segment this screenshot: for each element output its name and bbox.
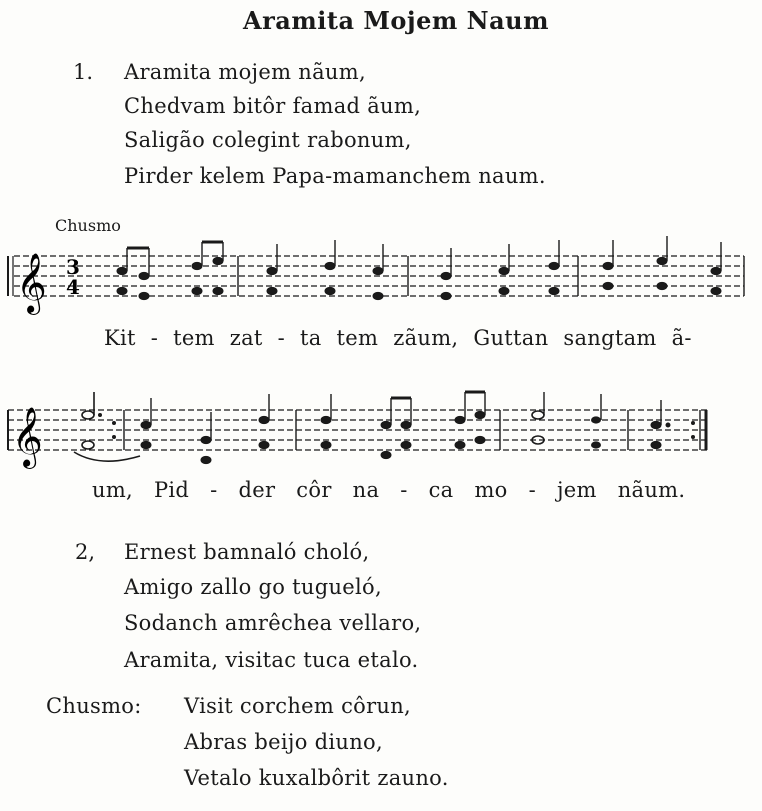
measure-9-notes bbox=[651, 400, 670, 449]
measure-6-notes bbox=[141, 394, 269, 464]
music-staff-1 bbox=[0, 236, 762, 316]
song-title: Aramita Mojem Naum bbox=[243, 6, 549, 35]
treble-clef-icon: 𝄞 bbox=[16, 253, 47, 313]
chorus-label: Chusmo bbox=[55, 216, 121, 235]
verse-2-line-2: Amigo zallo go tugueló, bbox=[124, 575, 382, 599]
music-staff-2 bbox=[0, 390, 762, 480]
chorus-2-line-3: Vetalo kuxalbôrit zauno. bbox=[184, 766, 449, 790]
staff-2-lyrics: um, Pid - der côr na - ca mo - jem nãum. bbox=[92, 478, 686, 502]
verse-1-line-4: Pirder kelem Papa-mamanchem naum. bbox=[124, 164, 546, 188]
verse-2-number: 2, bbox=[75, 540, 96, 564]
time-sig-top: 3 bbox=[66, 255, 80, 279]
verse-2-line-1: Ernest bamnaló choló, bbox=[124, 540, 370, 564]
measure-2-notes bbox=[267, 240, 383, 300]
verse-1-line-2: Chedvam bitôr famad ãum, bbox=[124, 94, 422, 118]
verse-1-line-3: Saligão colegint rabonum, bbox=[124, 128, 412, 152]
staff-2-lines bbox=[8, 410, 708, 450]
verse-1-line-1: Aramita mojem nãum, bbox=[124, 60, 366, 84]
time-sig-bottom: 4 bbox=[66, 275, 80, 299]
measure-7-notes bbox=[321, 392, 485, 459]
chorus-2-line-1: Visit corchem côrun, bbox=[184, 694, 412, 718]
chorus-2-label: Chusmo: bbox=[46, 694, 142, 718]
treble-clef-icon: 𝄞 bbox=[12, 407, 43, 467]
verse-2-line-4: Aramita, visitac tuca etalo. bbox=[124, 648, 419, 672]
chorus-2-line-2: Abras beijo diuno, bbox=[184, 730, 383, 754]
verse-1-number: 1. bbox=[73, 60, 94, 84]
staff-1-lyrics: Kit - tem zat - ta tem zãum, Guttan sangtam ã- bbox=[104, 326, 692, 350]
verse-2-line-3: Sodanch amrêchea vellaro, bbox=[124, 611, 422, 635]
measure-5-notes bbox=[74, 392, 140, 461]
measure-3-notes bbox=[441, 240, 559, 300]
measure-1-notes bbox=[117, 242, 223, 300]
